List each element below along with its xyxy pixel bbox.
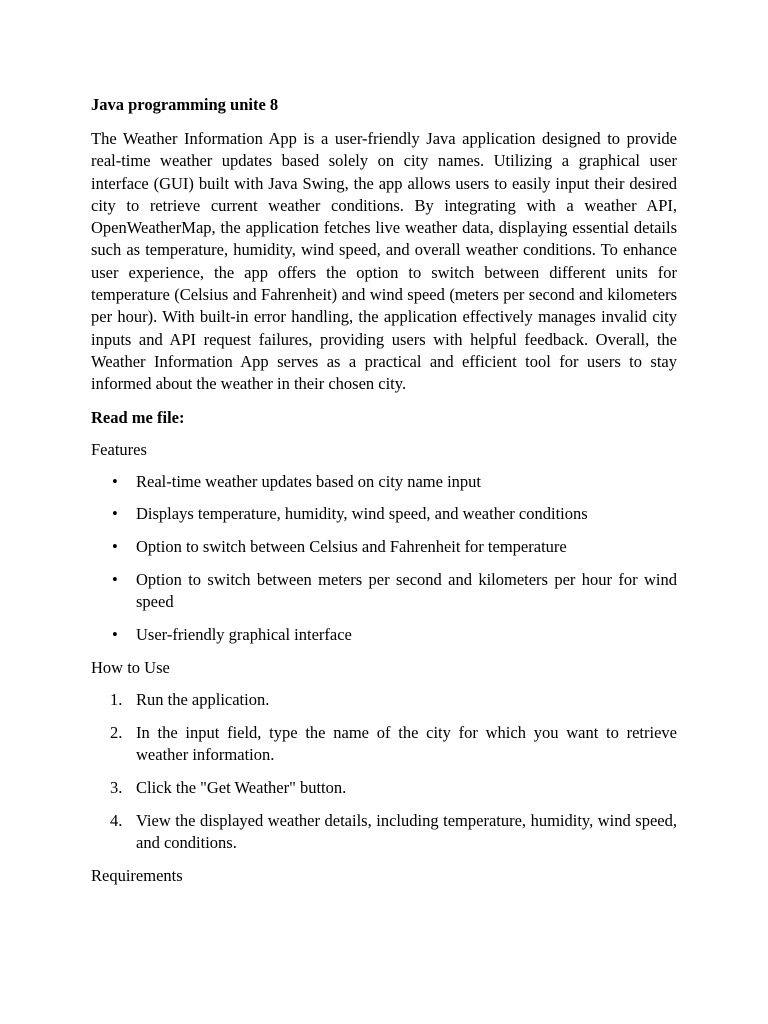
steps-list [91, 689, 677, 854]
step-text: In the input field, type the name of the city for which you want to retrieve weather information. [136, 722, 677, 764]
features-list [91, 471, 677, 647]
step-number: 2. [110, 722, 123, 742]
list-item [91, 689, 677, 711]
how-to-use-heading: How to Use [91, 657, 170, 677]
document-page [91, 94, 677, 897]
bullet-marker: • [112, 504, 118, 524]
feature-text: Displays temperature, humidity, wind speed, and weather conditions [136, 504, 588, 524]
list-item [91, 471, 677, 493]
step-number: 1. [110, 689, 123, 709]
bullet-marker: • [112, 625, 118, 645]
list-item [91, 624, 677, 646]
step-text: Click the "Get Weather" button. [136, 777, 347, 797]
bullet-marker: • [112, 569, 118, 589]
feature-text: Real-time weather updates based on city name input [136, 471, 482, 491]
features-heading: Features [91, 439, 147, 459]
step-text: Run the application. [136, 689, 270, 709]
requirements-heading: Requirements [91, 865, 183, 885]
list-item [91, 503, 677, 525]
feature-text: Option to switch between meters per second and kilometers per hour for wind speed [136, 569, 677, 612]
intro-paragraph: The Weather Information App is a user-friendly Java application designed to provide real-time weather updates based solely on city names. Utilizing a graphical user interface (GUI) built with Java Swing, the app allows users to easily input their desired city to retrieve current weather conditions. By integrating with a weather API, OpenWeatherMap, the application fetches live weather data, displaying essential details such as temperature, humidity, wind speed, and overall weather conditions. To enhance user experience, the app offers the option to switch between different units for temperature (Celsius and Fahrenheit) and wind speed (meters per second and kilometers per hour). With built-in error handling, the application effectively manages invalid city inputs and API request failures, providing users with helpful feedback. Overall, the Weather Information App serves as a practical and efficient tool for users to stay informed about the weather in their chosen city. [91, 129, 677, 394]
bullet-marker: • [112, 471, 118, 491]
list-item [91, 569, 677, 614]
list-item [91, 777, 677, 799]
step-number: 4. [110, 810, 123, 830]
bullet-marker: • [112, 537, 118, 557]
feature-text: Option to switch between Celsius and Fahrenheit for temperature [136, 537, 567, 557]
list-item [91, 722, 677, 767]
document-title: Java programming unite 8 [91, 95, 279, 114]
list-item [91, 810, 677, 855]
list-item [91, 536, 677, 558]
feature-text: User-friendly graphical interface [136, 625, 352, 645]
readme-heading: Read me file: [91, 407, 185, 427]
step-number: 3. [110, 777, 123, 797]
step-text: View the displayed weather details, including temperature, humidity, wind speed, and conditions. [136, 810, 677, 852]
